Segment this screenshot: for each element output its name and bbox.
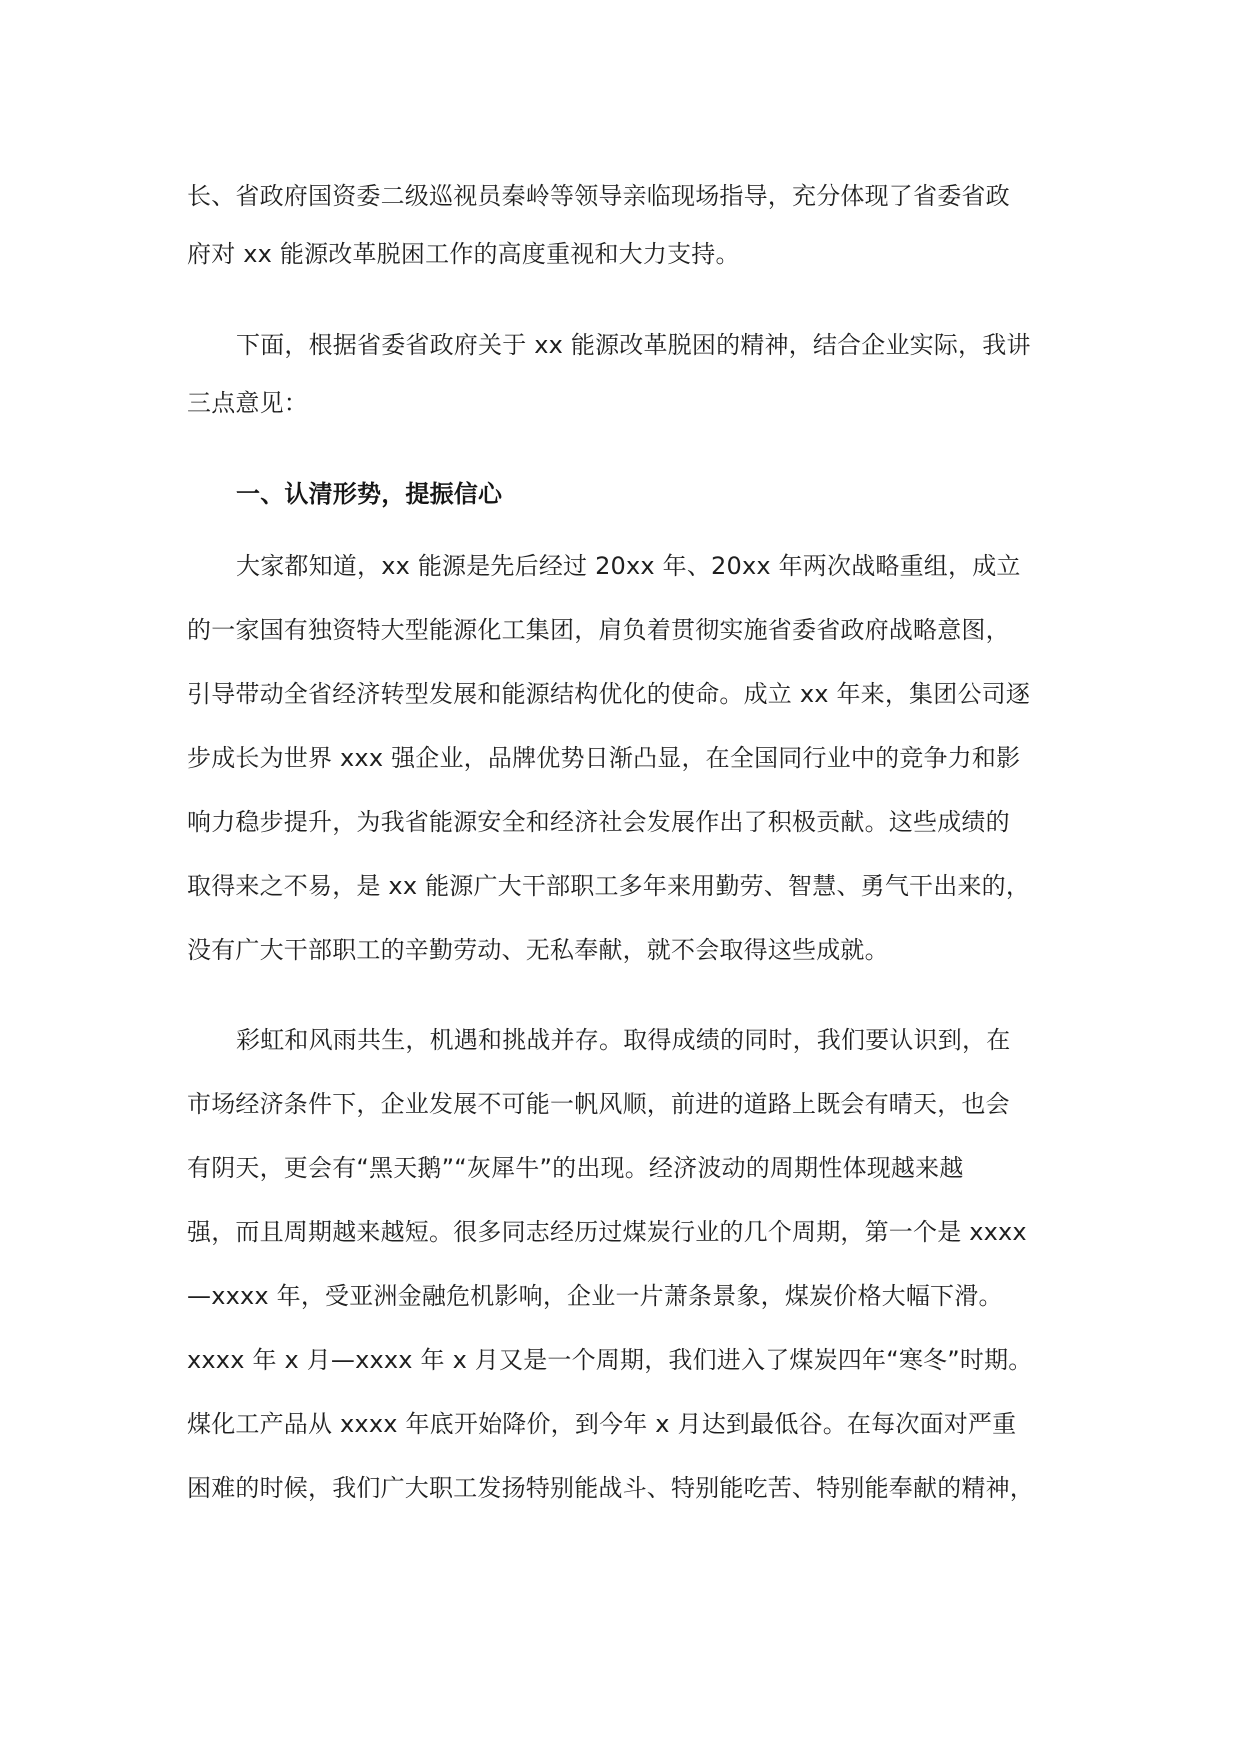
paragraph-line: 煤化工产品从 xxxx 年底开始降价，到今年 x 月达到最低谷。在每次面对严重 <box>187 1410 1017 1438</box>
paragraph-line: 三点意见： <box>187 389 308 417</box>
paragraph-line: 市场经济条件下，企业发展不可能一帆风顺，前进的道路上既会有晴天，也会 <box>187 1090 1010 1118</box>
paragraph-line: 长、省政府国资委二级巡视员秦岭等领导亲临现场指导，充分体现了省委省政 <box>187 182 1010 210</box>
paragraph-line: 困难的时候，我们广大职工发扬特别能战斗、特别能吃苦、特别能奉献的精神， <box>187 1474 1034 1502</box>
paragraph-line: 没有广大干部职工的辛勤劳动、无私奉献，就不会取得这些成就。 <box>187 936 889 964</box>
paragraph-line: 有阴天，更会有“黑天鹅”“灰犀牛”的出现。经济波动的周期性体现越来越 <box>187 1154 964 1182</box>
paragraph-line: 彩虹和风雨共生，机遇和挑战并存。取得成绩的同时，我们要认识到，在 <box>236 1026 1011 1054</box>
paragraph-line: 下面，根据省委省政府关于 xx 能源改革脱困的精神，结合企业实际，我讲 <box>236 331 1031 359</box>
paragraph-line: —xxxx 年，受亚洲金融危机影响，企业一片萧条景象，煤炭价格大幅下滑。 <box>187 1282 1003 1310</box>
paragraph-line: xxxx 年 x 月—xxxx 年 x 月又是一个周期，我们进入了煤炭四年“寒冬”时期。 <box>187 1346 1033 1374</box>
paragraph-line: 响力稳步提升，为我省能源安全和经济社会发展作出了积极贡献。这些成绩的 <box>187 808 1010 836</box>
paragraph-line: 取得来之不易，是 xx 能源广大干部职工多年来用勤劳、智慧、勇气干出来的， <box>187 872 1031 900</box>
paragraph-line: 府对 xx 能源改革脱困工作的高度重视和大力支持。 <box>187 240 740 268</box>
paragraph-line: 强，而且周期越来越短。很多同志经历过煤炭行业的几个周期，第一个是 xxxx <box>187 1218 1027 1246</box>
paragraph-line: 的一家国有独资特大型能源化工集团，肩负着贯彻实施省委省政府战略意图， <box>187 616 1010 644</box>
section-heading: 一、认清形势，提振信心 <box>236 480 503 508</box>
paragraph-line: 引导带动全省经济转型发展和能源结构优化的使命。成立 xx 年来，集团公司逐 <box>187 680 1031 708</box>
paragraph-line: 大家都知道，xx 能源是先后经过 20xx 年、20xx 年两次战略重组，成立 <box>236 552 1021 580</box>
paragraph-line: 步成长为世界 xxx 强企业，品牌优势日渐凸显，在全国同行业中的竞争力和影 <box>187 744 1021 772</box>
